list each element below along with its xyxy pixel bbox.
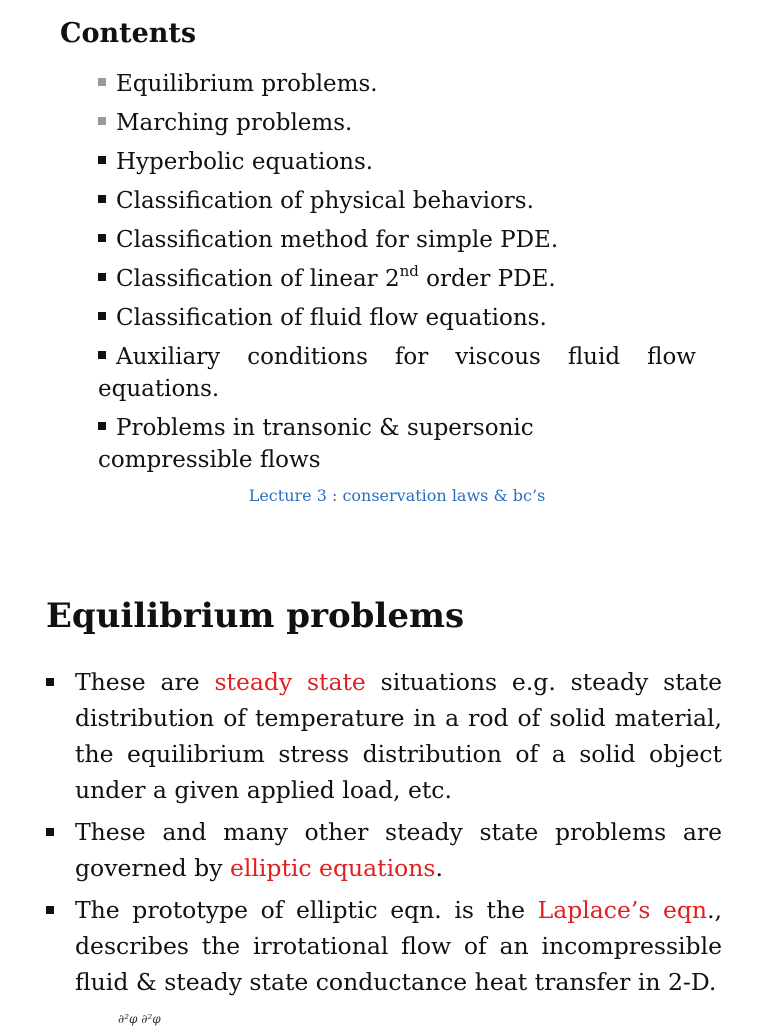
square-bullet-icon bbox=[98, 422, 106, 430]
list-item-text: Equilibrium problems. bbox=[116, 71, 378, 97]
bullet-item bbox=[46, 892, 722, 1000]
bullet-text: These are bbox=[75, 668, 215, 696]
list-item bbox=[98, 341, 696, 405]
bullet-text: situations e.g. steady state distribution of temperature in a rod of solid material, the equilibrium stress distribution of a solid object under a given applied load, etc. bbox=[75, 668, 722, 804]
list-item-text: Auxiliary conditions for viscous fluid flow equations. bbox=[98, 344, 696, 402]
list-item-text: Classification of physical behaviors. bbox=[116, 188, 534, 214]
equilibrium-slide bbox=[0, 560, 768, 1024]
list-item bbox=[98, 107, 698, 139]
list-item-text: Hyperbolic equations. bbox=[116, 149, 374, 175]
square-bullet-icon bbox=[98, 234, 106, 242]
highlight-text: Laplace’s eqn bbox=[537, 896, 708, 924]
list-item bbox=[98, 224, 698, 256]
square-bullet-icon bbox=[98, 195, 106, 203]
bullet-text: The prototype of elliptic eqn. is the bbox=[75, 896, 538, 924]
square-bullet-icon bbox=[98, 312, 106, 320]
list-item bbox=[98, 185, 698, 217]
bullet-item bbox=[46, 664, 722, 808]
list-item-text: Classification method for simple PDE. bbox=[116, 227, 559, 253]
list-item bbox=[98, 263, 698, 295]
list-item bbox=[98, 412, 698, 476]
square-bullet-icon bbox=[98, 156, 106, 164]
list-item bbox=[98, 146, 698, 178]
list-item bbox=[98, 302, 698, 334]
highlight-text: elliptic equations bbox=[229, 854, 436, 882]
list-item-text: Problems in transonic & supersonic bbox=[116, 415, 534, 441]
square-bullet-icon bbox=[46, 828, 54, 836]
bullet-text: These and many other steady state problems are governed by bbox=[75, 818, 722, 882]
list-item-text: Marching problems. bbox=[116, 110, 353, 136]
square-bullet-icon bbox=[46, 906, 54, 914]
square-bullet-icon bbox=[98, 273, 106, 281]
square-bullet-icon bbox=[46, 678, 54, 686]
square-bullet-icon bbox=[98, 117, 106, 125]
superscript: nd bbox=[399, 262, 419, 280]
contents-title: Contents bbox=[60, 18, 197, 49]
list-item-text: Classification of fluid flow equations. bbox=[116, 305, 547, 331]
list-item-text: Classification of linear 2 bbox=[116, 266, 400, 292]
lecture-footer: Lecture 3 : conservation laws & bc’s bbox=[248, 486, 546, 505]
bullet-item bbox=[46, 814, 722, 886]
formula-fragment: ∂²φ ∂²φ bbox=[118, 1012, 161, 1026]
square-bullet-icon bbox=[98, 78, 106, 86]
highlight-text: steady state bbox=[214, 668, 366, 696]
bullet-text: ., describes the irrotational flow of an incompressible fluid & steady state conductance heat transfer in 2-D. bbox=[75, 896, 723, 996]
square-bullet-icon bbox=[98, 351, 106, 359]
contents-list bbox=[98, 68, 698, 483]
list-item-text: compressible flows bbox=[98, 447, 321, 473]
slide-title: Equilibrium problems bbox=[46, 596, 465, 636]
list-item-text: order PDE. bbox=[418, 266, 556, 292]
bullet-list bbox=[46, 664, 722, 1006]
bullet-text: . bbox=[435, 854, 443, 882]
list-item bbox=[98, 68, 698, 100]
